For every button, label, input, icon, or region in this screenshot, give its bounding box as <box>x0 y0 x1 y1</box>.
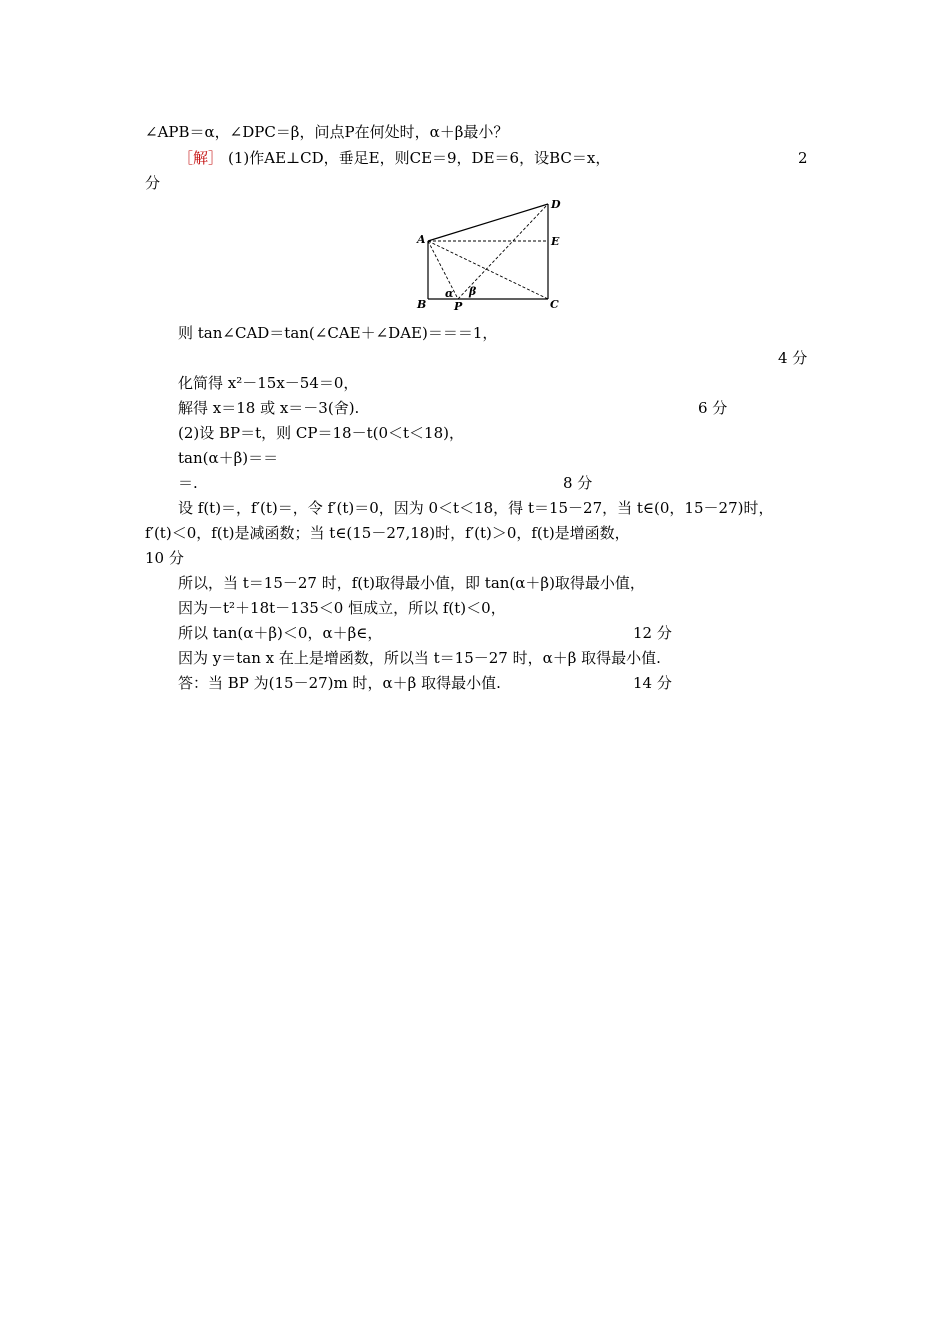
solution-line-negative: 因为－t²＋18t－135＜0 恒成立，所以 f(t)＜0， <box>178 599 506 617</box>
solution-line-tan-cad: 则 tan∠CAD＝tan(∠CAE＋∠DAE)＝＝＝1， <box>178 324 498 342</box>
solution-line-minimum: 所以，当 t＝15－27 时，f(t)取得最小值，即 tan(α＋β)取得最小值， <box>178 574 645 592</box>
label-p: P <box>454 300 463 313</box>
score-12: 12 分 <box>633 624 672 642</box>
solution-line-range: 所以 tan(α＋β)＜0，α＋β∈， <box>178 624 383 642</box>
label-alpha: α <box>445 287 454 300</box>
solution-line-monotonic: f′(t)＜0，f(t)是减函数；当 t∈(15－27,18)时，f′(t)＞0，f(t)是增函数， <box>145 524 630 542</box>
solution-tag: ［解］ <box>178 149 224 167</box>
label-d: D <box>551 198 561 211</box>
score-8: 8 分 <box>563 474 593 492</box>
label-b: B <box>417 298 427 311</box>
score-10: 10 分 <box>145 549 184 567</box>
answer-line: 答：当 BP 为(15－27)m 时，α＋β 取得最小值. <box>178 674 501 692</box>
solution-line-solve: 解得 x＝18 或 x＝－3(舍). <box>178 399 360 417</box>
segment-ap <box>428 241 458 299</box>
label-e: E <box>551 235 560 248</box>
solution-line-derivative: 设 f(t)＝，f′(t)＝，令 f′(t)＝0，因为 0＜t＜18，得 t＝15－27，当 t∈(0，15－27)时， <box>178 499 774 517</box>
score-6: 6 分 <box>698 399 728 417</box>
score-4: 4 分 <box>778 349 808 367</box>
solution-line-part2: (2)设 BP＝t，则 CP＝18－t(0＜t＜18)， <box>178 424 464 442</box>
geometry-diagram <box>414 196 564 314</box>
label-a: A <box>417 233 426 246</box>
score-2-number: 2 <box>798 149 808 167</box>
solution-line-equals: ＝. <box>178 474 198 492</box>
label-c: C <box>550 298 559 311</box>
solution-line-tan-sum: tan(α＋β)＝＝ <box>178 449 279 467</box>
score-14: 14 分 <box>633 674 672 692</box>
label-beta: β <box>469 285 477 298</box>
question-line: ∠APB＝α，∠DPC＝β，问点P在何处时，α＋β最小？ <box>145 123 509 141</box>
solution-line-1: (1)作AE⊥CD，垂足E，则CE＝9，DE＝6，设BC＝x， <box>228 149 611 167</box>
solution-line-increasing: 因为 y＝tan x 在上是增函数，所以当 t＝15－27 时，α＋β 取得最小值. <box>178 649 661 667</box>
score-2-unit: 分 <box>145 174 161 192</box>
solution-line-simplify: 化简得 x²－15x－54＝0， <box>178 374 359 392</box>
